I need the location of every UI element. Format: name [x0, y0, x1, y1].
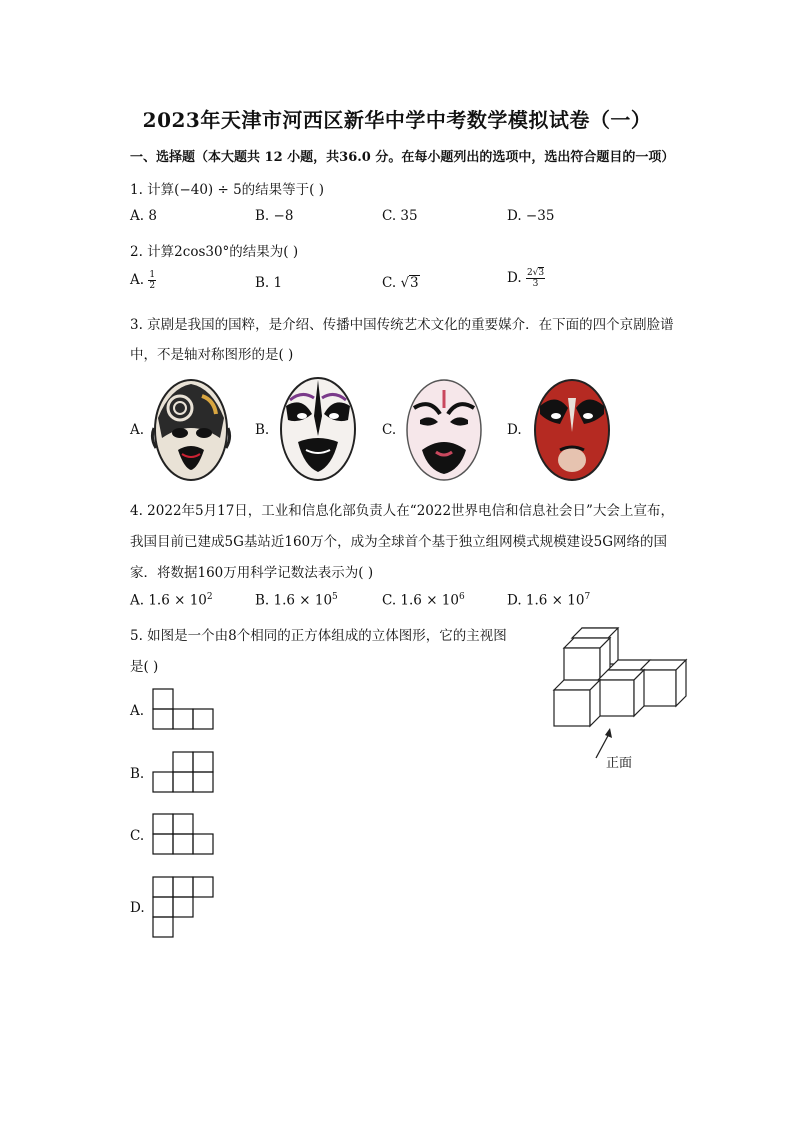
- q3-option-c-label: C.: [382, 422, 397, 438]
- opera-mask-a-image: [150, 378, 232, 486]
- question-5-stem-line2: 是( ): [130, 659, 159, 675]
- q2-option-d-fraction: [526, 268, 545, 289]
- question-4-stem-line2: 我国目前已建成5G基站近160万个，成为全球首个基于独立组网模式规模建设5G网络的国: [130, 534, 668, 550]
- q4-option-d: [507, 592, 590, 609]
- q5-option-b-label: B.: [130, 766, 145, 782]
- q5-option-a-label: A.: [130, 703, 145, 719]
- sqrt-radicand: 3: [410, 275, 419, 291]
- q4-option-a: [130, 592, 213, 609]
- option-base: D. 1.6 × 10: [507, 592, 585, 609]
- fraction-numerator: 1: [149, 270, 156, 280]
- question-4-stem-line3: 家．将数据160万用科学记数法表示为( ): [130, 565, 374, 581]
- option-base: A. 1.6 × 10: [130, 592, 207, 609]
- fraction-denominator: 3: [532, 279, 539, 289]
- numerator-radicand: 3: [538, 268, 545, 278]
- q5-option-c-label: C.: [130, 828, 145, 844]
- opera-mask-b-image: [276, 376, 360, 486]
- q5-option-c-view: [152, 813, 214, 857]
- option-base: C. 1.6 × 10: [382, 592, 459, 609]
- option-exponent: 7: [584, 592, 591, 602]
- question-1-stem: 1. 计算(−40) ÷ 5的结果等于( ): [130, 182, 325, 198]
- q2-option-a: [130, 270, 156, 291]
- q2-option-b: B. 1: [255, 275, 283, 291]
- fraction-denominator: 2: [149, 281, 156, 291]
- sqrt-expression: [400, 275, 419, 291]
- question-5-stem-line1: 5. 如图是一个由8个相同的正方体组成的立体图形，它的主视图: [130, 628, 507, 644]
- question-2-stem: 2. 计算2cos30°的结果为( ): [130, 244, 299, 260]
- front-view-label: 正面: [606, 756, 633, 771]
- fraction-numerator: 2√3: [526, 268, 545, 278]
- q1-option-b: B. −8: [255, 208, 294, 224]
- q4-option-c: [382, 592, 465, 609]
- option-base: B. 1.6 × 10: [255, 592, 333, 609]
- q5-option-a-view: [152, 688, 214, 732]
- option-exponent: 2: [206, 592, 213, 602]
- question-3-stem-line2: 中，不是轴对称图形的是( ): [130, 347, 294, 363]
- q3-option-d-label: D.: [507, 422, 522, 438]
- q2-option-a-fraction: [148, 270, 156, 291]
- q5-option-d-label: D.: [130, 900, 145, 916]
- option-exponent: 6: [458, 592, 465, 602]
- option-exponent: 5: [332, 592, 338, 602]
- q3-option-a-label: A.: [130, 422, 145, 438]
- q2-option-d: [507, 268, 545, 289]
- page-title: 2023年天津市河西区新华中学中考数学模拟试卷（一）: [142, 108, 652, 132]
- q2-option-c: [382, 275, 420, 291]
- sqrt-sign-icon: √: [400, 275, 410, 291]
- q2-option-d-label: D.: [507, 270, 522, 286]
- opera-mask-d-image: [530, 378, 614, 486]
- numerator-coefficient: 2: [526, 268, 533, 278]
- q4-option-b: [255, 592, 338, 609]
- q2-option-a-label: A.: [130, 272, 145, 288]
- q1-option-a: A. 8: [130, 208, 157, 224]
- section-heading: 一、选择题（本大题共 12 小题，共36.0 分。在每小题列出的选项中，选出符合题目的一项）: [130, 150, 675, 165]
- q2-option-c-label: C.: [382, 275, 397, 291]
- q3-option-b-label: B.: [255, 422, 270, 438]
- q1-option-c: C. 35: [382, 208, 418, 224]
- question-3-stem-line1: 3. 京剧是我国的国粹，是介绍、传播中国传统艺术文化的重要媒介．在下面的四个京剧脸谱: [130, 317, 674, 333]
- q5-option-d-view: [152, 876, 214, 940]
- q5-option-b-view: [152, 751, 214, 795]
- q1-option-d: D. −35: [507, 208, 555, 224]
- question-4-stem-line1: 4. 2022年5月17日，工业和信息化部负责人在“2022世界电信和信息社会日”大会上宣布，: [130, 503, 674, 519]
- opera-mask-c-image: [402, 378, 486, 486]
